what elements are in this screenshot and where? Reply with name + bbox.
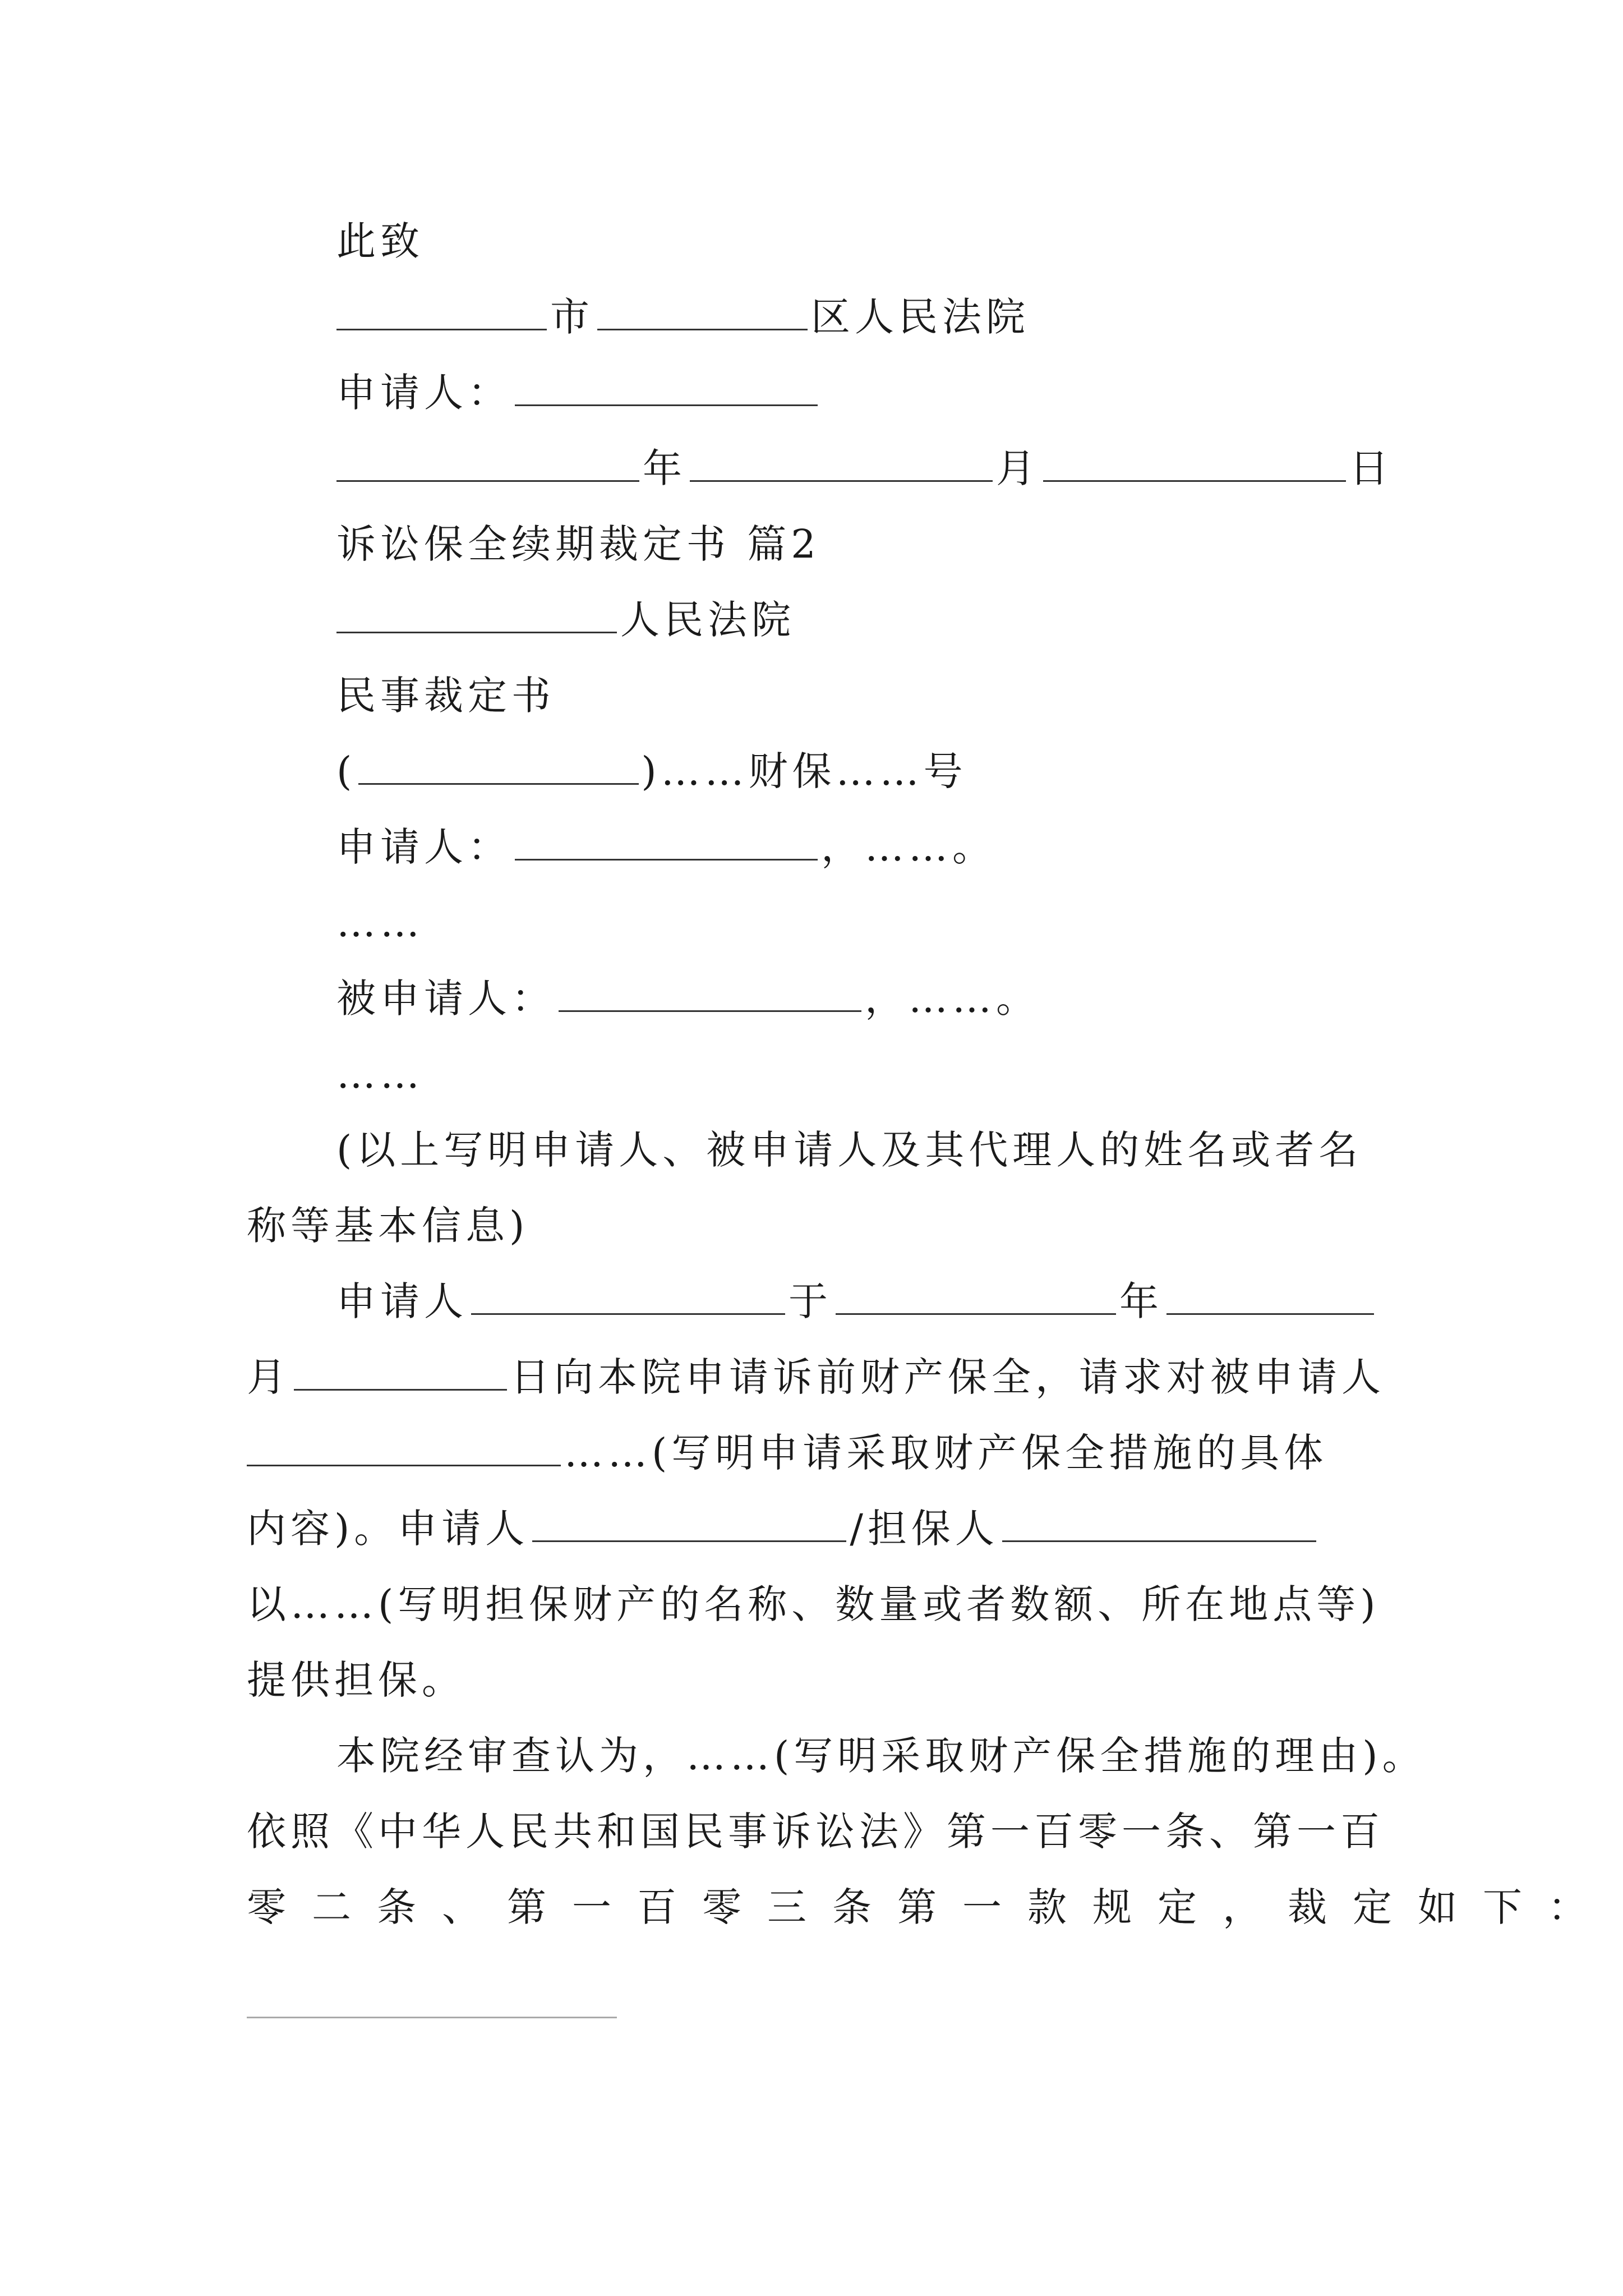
paragraph-line-7 <box>336 1731 1426 1781</box>
p1-applicant-blank <box>471 1278 785 1315</box>
p2-day-blank <box>294 1354 507 1391</box>
respondent-blank <box>559 976 861 1012</box>
p1-applicant-label: 申请人 <box>336 1278 468 1324</box>
paragraph-line-4 <box>247 1503 1320 1554</box>
footnote-divider <box>247 2017 617 2018</box>
p9-text: 零二条、第一百零三条第一款规定，裁定如下： <box>247 1884 1613 1930</box>
city-label: 市 <box>550 294 594 340</box>
month-label: 月 <box>996 445 1040 491</box>
ellipsis-line-1 <box>336 898 424 948</box>
court-name-line <box>336 595 795 645</box>
note-text-1: (以上写明申请人、被申请人及其代理人的姓名或者名 <box>336 1127 1363 1173</box>
day-blank <box>1043 445 1346 482</box>
paragraph-line-6 <box>247 1655 465 1705</box>
case-number-open: ( <box>336 748 357 794</box>
paragraph-line-2 <box>247 1352 1385 1402</box>
p4-applicant-blank <box>532 1506 846 1542</box>
paragraph-line-3 <box>247 1428 1327 1478</box>
day-label: 日 <box>1349 445 1393 491</box>
applicant-blank <box>515 370 818 406</box>
p1-on-label: 于 <box>789 1278 832 1324</box>
month-blank <box>690 445 993 482</box>
city-blank <box>336 294 547 330</box>
court-name-suffix: 人民法院 <box>620 597 795 643</box>
p4-guarantor-label: /担保人 <box>850 1506 999 1552</box>
respondent-info-line <box>336 973 1040 1024</box>
note-line-1 <box>336 1125 1362 1175</box>
applicant-info-tail: ，……。 <box>821 824 996 870</box>
note-text-2: 称等基本信息) <box>247 1203 529 1249</box>
p1-year-blank <box>836 1278 1116 1315</box>
p1-month-blank <box>1166 1278 1374 1315</box>
ellipsis-text-1: …… <box>336 900 424 946</box>
p1-year-label: 年 <box>1119 1278 1163 1324</box>
case-number-line <box>336 746 967 797</box>
paragraph-line-5 <box>247 1579 1380 1630</box>
p4-guarantor-blank <box>1002 1506 1316 1542</box>
paragraph-line-9 <box>247 1882 1613 1932</box>
applicant-info-blank <box>515 824 818 861</box>
p3-text: ……(写明申请采取财产保全措施的具体 <box>564 1430 1328 1476</box>
applicant-info-label: 申请人： <box>336 824 511 870</box>
respondent-label: 被申请人： <box>336 976 555 1022</box>
document-type-text: 民事裁定书 <box>336 673 555 719</box>
p5-text: 以……(写明担保财产的名称、数量或者数额、所在地点等) <box>247 1581 1380 1627</box>
district-blank <box>597 294 808 330</box>
p3-respondent-blank <box>247 1430 561 1466</box>
case-number-close: )……财保……号 <box>641 748 967 794</box>
note-line-2 <box>247 1200 529 1251</box>
closing-salutation <box>336 216 424 266</box>
p6-text: 提供担保。 <box>247 1657 465 1703</box>
paragraph-line-8 <box>247 1806 1384 1857</box>
applicant-label: 申请人： <box>336 370 511 416</box>
district-court-label: 区人民法院 <box>811 294 1030 340</box>
closing-text: 此致 <box>336 218 424 264</box>
applicant-info-line <box>336 822 996 872</box>
section-title-text: 诉讼保全续期裁定书 篇2 <box>336 521 820 567</box>
date-line <box>336 443 1393 494</box>
section-title <box>336 519 820 569</box>
p2-text: 日向本院申请诉前财产保全，请求对被申请人 <box>510 1354 1385 1400</box>
court-address-line <box>336 292 1030 342</box>
p4-text: 内容)。申请人 <box>247 1506 529 1552</box>
year-blank <box>336 445 639 482</box>
ellipsis-line-2 <box>336 1049 424 1099</box>
ellipsis-text-2: …… <box>336 1051 424 1097</box>
respondent-tail: ，……。 <box>865 976 1040 1022</box>
document-type <box>336 670 555 721</box>
case-year-blank <box>358 748 639 785</box>
court-name-blank <box>336 597 617 633</box>
applicant-signature-line <box>336 367 821 418</box>
year-label: 年 <box>643 445 686 491</box>
p2-month-label: 月 <box>247 1354 291 1400</box>
p8-text: 依照《中华人民共和国民事诉讼法》第一百零一条、第一百 <box>247 1809 1384 1855</box>
p7-text: 本院经审查认为，……(写明采取财产保全措施的理由)。 <box>336 1733 1426 1779</box>
paragraph-line-1 <box>336 1276 1377 1327</box>
